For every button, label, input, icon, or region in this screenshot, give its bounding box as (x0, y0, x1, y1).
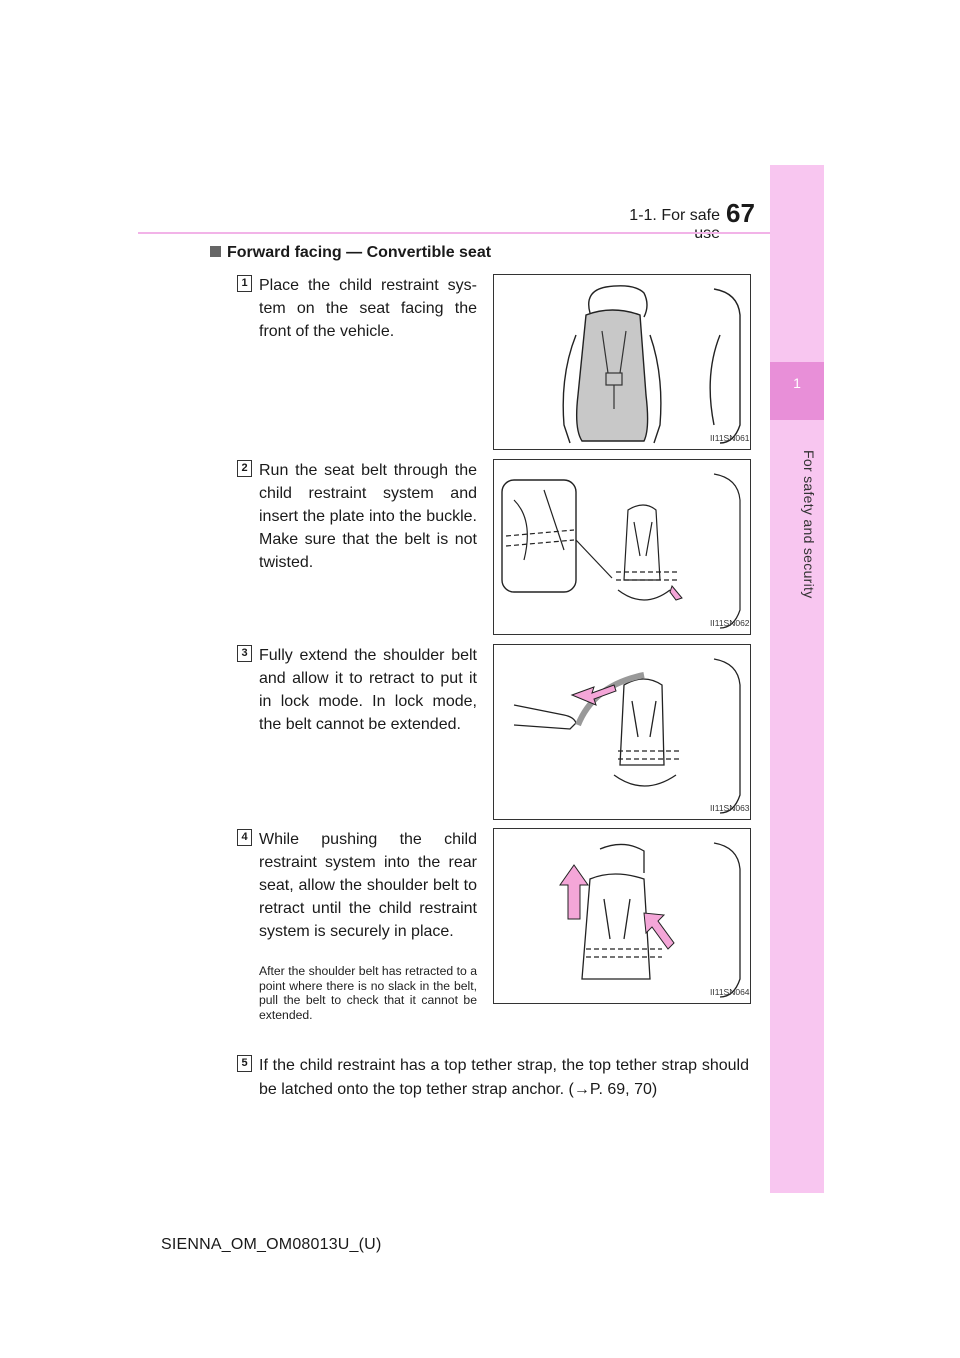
page-number: 67 (726, 198, 755, 228)
section-heading-text: Forward facing — Convertible seat (227, 244, 492, 261)
seat-push-illustration (494, 829, 750, 1003)
figure-code: II11SN064 (710, 987, 750, 997)
belt-routing-illustration (494, 460, 750, 634)
forward-facing-seat-illustration (494, 275, 750, 449)
step-text: Place the child restraint sys-tem on the seat facing the front of the vehicle. (259, 277, 477, 340)
step-figure (493, 459, 751, 635)
step-number: 3 (237, 645, 252, 662)
chapter-number: 1 (793, 375, 801, 391)
section-heading (210, 244, 491, 262)
header-divider (138, 232, 770, 234)
header-section-title: 1-1. For safe (629, 207, 720, 224)
step-text: Fully extend the shoulder belt and allow it to retract to put it in lock mode. In lock mode, the belt cannot be extended. (259, 647, 477, 733)
step-text: Run the seat belt through the child restraint system and insert the plate into the buckle. Make sure that the belt is not twisted. (259, 462, 477, 571)
figure-code: II11SN061 (710, 433, 750, 443)
step-text: If the child restraint has a top tether strap, the top tether strap should be latched onto the top tether strap anchor. (→P. 69, 70) (259, 1057, 749, 1098)
step-figure (493, 828, 751, 1004)
step-number: 5 (237, 1055, 252, 1072)
figure-code: II11SN063 (710, 803, 750, 813)
chapter-title: For safety and security (801, 450, 817, 599)
step-note: After the shoulder belt has retracted to a point where there is no slack in the belt, pull the belt to check that it cannot be extended. (259, 964, 477, 1022)
step-number: 2 (237, 460, 252, 477)
document-id-footer: SIENNA_OM_OM08013U_(U) (161, 1236, 382, 1253)
figure-code: II11SN062 (710, 618, 750, 628)
step-figure (493, 644, 751, 820)
step-text: While pushing the child restraint system into the rear seat, allow the shoulder belt to retract until the child restraint system is securely in place. (259, 831, 477, 940)
chapter-side-tab (770, 165, 824, 1193)
chapter-number-box (770, 362, 824, 420)
step-number: 1 (237, 275, 252, 292)
step-figure (493, 274, 751, 450)
square-bullet-icon (210, 246, 221, 257)
step-number: 4 (237, 829, 252, 846)
shoulder-belt-extend-illustration (494, 645, 750, 819)
